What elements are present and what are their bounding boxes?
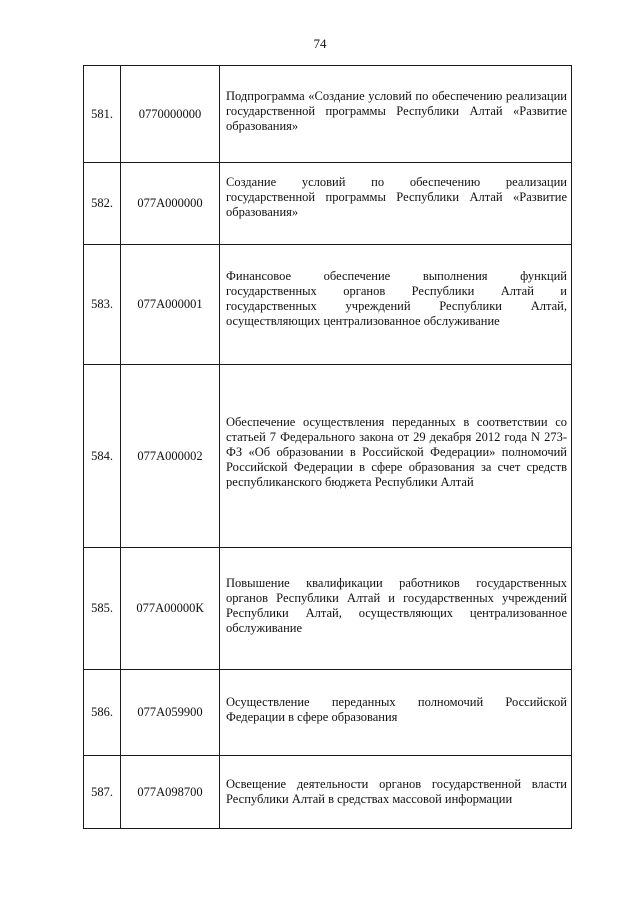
- row-number: 582.: [84, 163, 121, 245]
- table-row: [84, 163, 572, 245]
- row-description: [220, 365, 572, 548]
- table-row: [84, 756, 572, 829]
- row-description: [220, 163, 572, 245]
- table-row: [84, 670, 572, 756]
- row-description: [220, 756, 572, 829]
- table-row: [84, 66, 572, 163]
- row-code: 077А059900: [121, 670, 220, 756]
- row-description: [220, 245, 572, 365]
- page-number: 74: [313, 36, 327, 51]
- budget-classification-table: [83, 65, 572, 829]
- row-description-text: Создание условий по обеспечению реализации государственной программы Республики Алтай «Развитие образования»: [226, 175, 567, 219]
- row-description-text: Обеспечение осуществления переданных в соответствии со статьей 7 Федерального закона от 29 декабря 2012 года N 273-ФЗ «Об образовании в Российской Федерации» полномочий Российской Федерации в сфере образования за счет средств республиканского бюджета Республики Алтай: [226, 414, 567, 489]
- row-description-text: Финансовое обеспечение выполнения функций государственных органов Республики Алтай и государственных учреждений Республики Алтай, осуществляющих централизованное обслуживание: [226, 268, 567, 328]
- row-number: 587.: [84, 756, 121, 829]
- row-description-text: Освещение деятельности органов государственной власти Республики Алтай в средствах массовой информации: [226, 777, 567, 806]
- row-description: [220, 670, 572, 756]
- row-code: 077А000002: [121, 365, 220, 548]
- row-description: [220, 66, 572, 163]
- row-number: 586.: [84, 670, 121, 756]
- row-code: 077А000000: [121, 163, 220, 245]
- row-number: 583.: [84, 245, 121, 365]
- table-row: [84, 245, 572, 365]
- row-number: 581.: [84, 66, 121, 163]
- row-code: 077А000001: [121, 245, 220, 365]
- row-code: 0770000000: [121, 66, 220, 163]
- row-description-text: Осуществление переданных полномочий Российской Федерации в сфере образования: [226, 694, 567, 724]
- row-description-text: Повышение квалификации работников государственных органов Республики Алтай и государственных учреждений Республики Алтай, осуществляющих централизованное обслуживание: [226, 575, 567, 635]
- table-row: [84, 548, 572, 670]
- row-description: [220, 548, 572, 670]
- row-code: 077А00000К: [121, 548, 220, 670]
- row-number: 584.: [84, 365, 121, 548]
- row-code: 077А098700: [121, 756, 220, 829]
- table-row: [84, 365, 572, 548]
- row-description-text: Подпрограмма «Создание условий по обеспечению реализации государственной программы Республики Алтай «Развитие образования»: [226, 88, 567, 133]
- row-number: 585.: [84, 548, 121, 670]
